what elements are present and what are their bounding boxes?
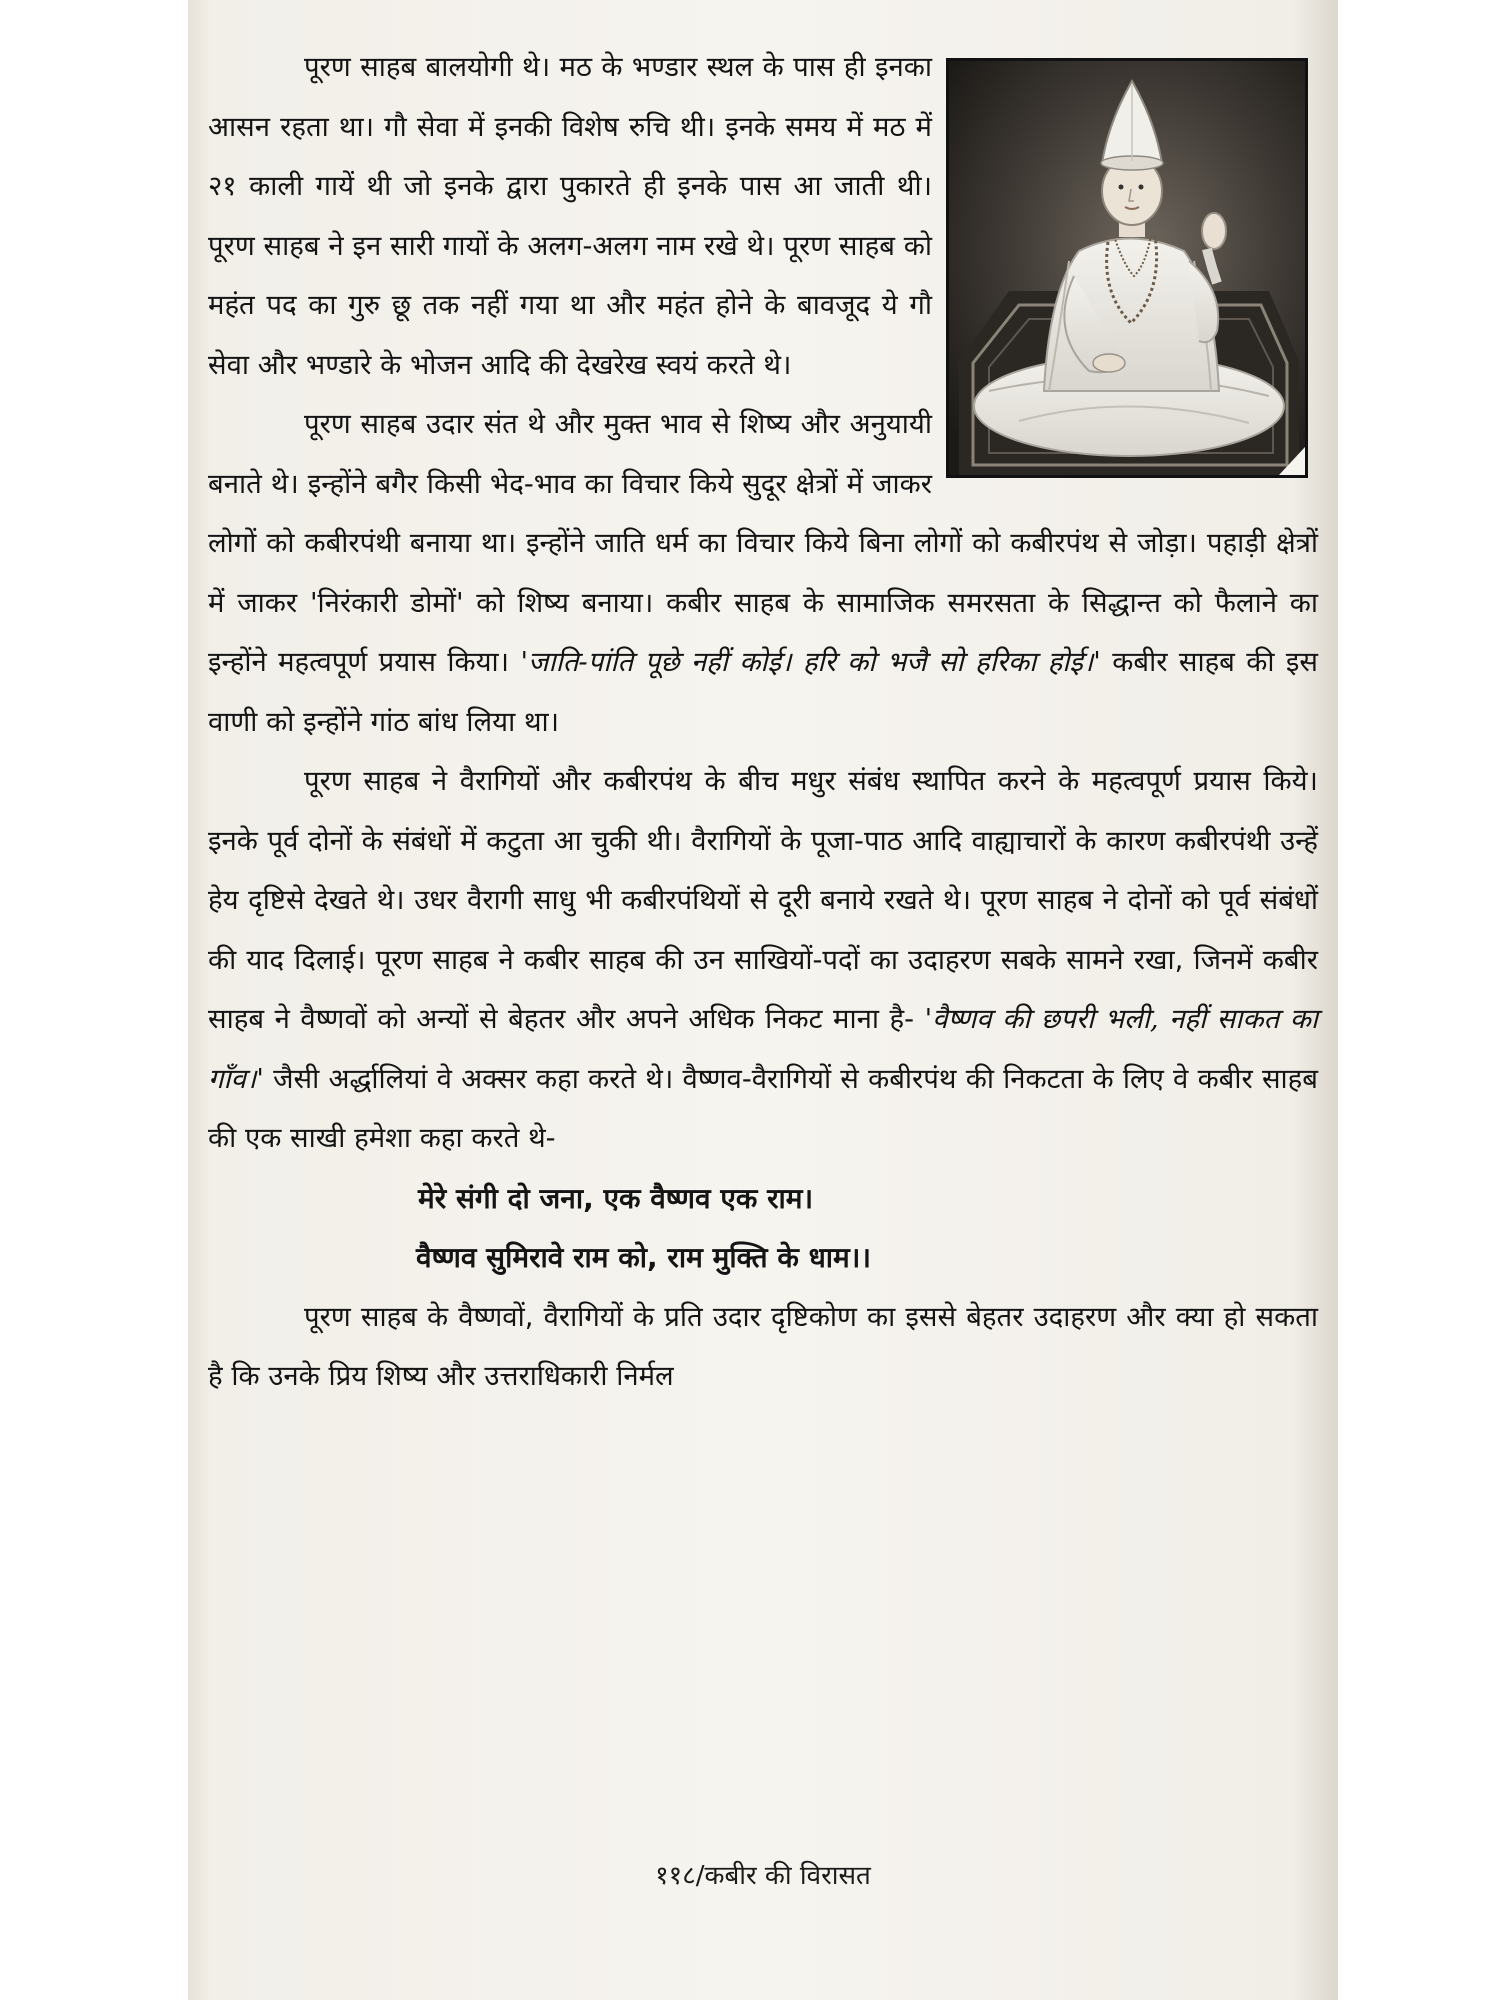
paragraph-3-tail: जैसी अर्द्धालियां वे अक्सर कहा करते थे। वैष्णव-वैरागियों से कबीरपंथ की निकटता के लिए वे कबीर साहब की एक साखी हमेशा कहा करते थे- [208,1062,1318,1154]
paragraph-3 [208,752,1318,1169]
paragraph-2-text: पूरण साहब उदार संत थे और मुक्त भाव से शिष्य और अनुयायी बनाते थे। इन्होंने बगैर किसी भेद-भाव का विचार किये सुदूर क्षेत्रों में जाकर लोगों को कबीरपंथी बनाया था। इन्होंने जाति धर्म का विचार किये बिना लोगों को कबीरपंथ से जोड़ा। पहाड़ी क्षेत्रों में जाकर 'निरंकारी डोमों' को शिष्य बनाया। कबीर साहब के सामाजिक समरसता के सिद्धान्त को फैलाने का इन्होंने महत्वपूर्ण प्रयास किया। [208,408,1318,678]
paragraph-3-text: पूरण साहब ने वैरागियों और कबीरपंथ के बीच मधुर संबंध स्थापित करने के महत्वपूर्ण प्रयास किये। इनके पूर्व दोनों के संबंधों में कटुता आ चुकी थी। वैरागियों के पूजा-पाठ आदि वाह्याचारों के कारण कबीरपंथी उन्हें हेय दृष्टिसे देखते थे। उधर वैरागी साधु भी कबीरपंथियों से दूरी बनाये रखते थे। पूरण साहब ने दोनों को पूर्व संबंधों की याद दिलाई। पूरण साहब ने कबीर साहब की उन साखियों-पदों का उदाहरण सबके सामने रखा, जिनमें कबीर साहब ने वैष्णवों को अन्यों से बेहतर और अपने अधिक निकट माना है- [208,765,1318,1035]
paragraph-1: पूरण साहब बालयोगी थे। मठ के भण्डार स्थल के पास ही इनका आसन रहता था। गौ सेवा में इनकी विशेष रुचि थी। इनके समय में मठ में २१ काली गायें थी जो इनके द्वारा पुकारते ही इनके पास आ जाती थी। पूरण साहब ने इन सारी गायों के अलग-अलग नाम रखे थे। पूरण साहब को महंत पद का गुरु छू तक नहीं गया था और महंत होने के बावजूद ये गौ सेवा और भण्डारे के भोजन आदि की देखरेख स्वयं करते थे। [208,51,932,381]
seated-saint-portrait-icon [946,58,1308,478]
page-footer: ११८/कबीर की विरासत [655,1861,871,1891]
couplet-line-1: मेरे संगी दो जना, एक वैष्णव एक राम। [418,1181,814,1215]
page-text [208,38,1318,1407]
book-page [188,0,1338,2000]
portrait-frame [946,58,1318,490]
paragraph-4: पूरण साहब के वैष्णवों, वैरागियों के प्रति उदार दृष्टिकोण का इससे बेहतर उदाहरण और क्या हो सकता है कि उनके प्रिय शिष्य और उत्तराधिकारी निर्मल [208,1300,1318,1392]
kabir-quote-1: 'जाति-पांति पूछे नहीं कोई। हरि को भजै सो हरिका होई।' [520,646,1101,678]
kabir-quote-2: 'वैष्णव की छपरी भली, नहीं साकत का गाँव।' [208,1003,1319,1095]
paragraph-2-tail: कबीर साहब की इस वाणी को इन्होंने गांठ बांध लिया था। [208,646,1319,738]
couplet-line-2: वैष्णव सुमिरावे राम को, राम मुक्ति के धाम।। [416,1241,872,1274]
